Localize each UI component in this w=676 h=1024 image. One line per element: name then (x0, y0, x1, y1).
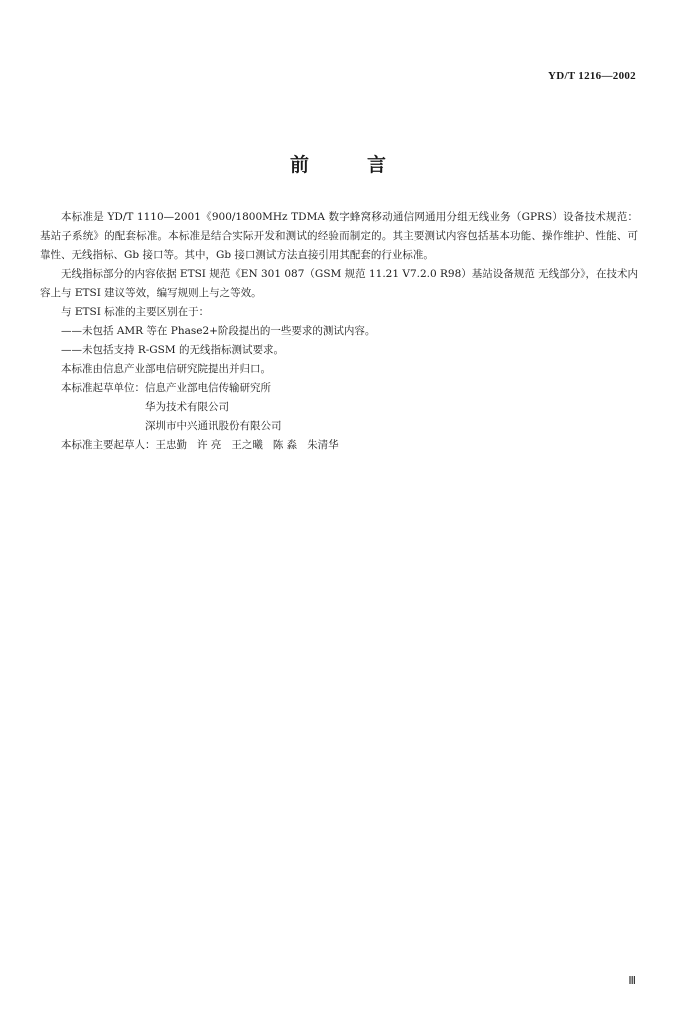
list-item-difference-2: ——未包括支持 R-GSM 的无线指标测试要求。 (61, 344, 284, 356)
document-number: YD/T 1216—2002 (547, 70, 636, 82)
paragraph-drafters (40, 436, 638, 455)
drafter-name: 朱清华 (307, 439, 339, 451)
drafting-unit-zte: 深圳市中兴通讯股份有限公司 (145, 420, 282, 432)
drafter-name: 王忠勤 (155, 439, 187, 451)
list-item-difference-1: ——未包括 AMR 等在 Phase2+阶段提出的一些要求的测试内容。 (61, 325, 376, 337)
foreword-body (40, 208, 638, 455)
paragraph-differences-intro: 与 ETSI 标准的主要区别在于： (61, 306, 210, 318)
drafter-name: 王之曦 (231, 439, 263, 451)
drafting-unit-huawei: 华为技术有限公司 (145, 401, 229, 413)
title-char-2: 言 (367, 154, 387, 176)
paragraph-radio-spec: 无线指标部分的内容依据 ETSI 规范《EN 301 087（GSM 规范 11.21 V7.2.0 R98）基站设备规范 无线部分》，在技术内容上与 ETSI 建议等效，编写规则上与之等效。 (40, 268, 638, 299)
paragraph-proposer: 本标准由信息产业部电信研究院提出并归口。 (61, 363, 271, 375)
title-char-1: 前 (289, 154, 309, 176)
page-number: Ⅲ (628, 975, 636, 987)
paragraph-drafting-units: 本标准起草单位：信息产业部电信传输研究所 (61, 382, 271, 394)
paragraph-standard-intro: 本标准是 YD/T 1110—2001《900/1800MHz TDMA 数字蜂窝移动通信网通用分组无线业务（GPRS）设备技术规范：基站子系统》的配套标准。本标准是结合实际开发和测试的经验而制定的。其主要测试内容包括基本功能、操作维护、性能、可靠性、无线指标、Gb 接口等。其中，Gb 接口测试方法直接引用其配套的行业标准。 (40, 211, 638, 261)
page-title (0, 150, 676, 177)
drafters-label: 本标准主要起草人： (61, 439, 156, 451)
drafter-name: 许 亮 (197, 439, 222, 451)
drafter-name: 陈 淼 (272, 439, 298, 451)
